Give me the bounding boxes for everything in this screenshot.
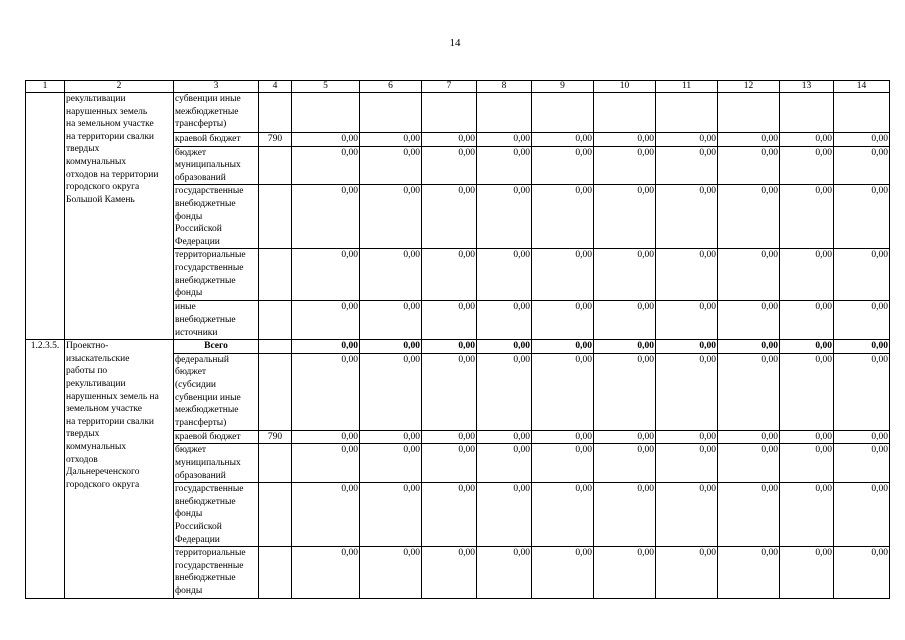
amount-cell <box>780 93 834 133</box>
column-header: 6 <box>360 81 422 93</box>
amount-cell: 0,00 <box>718 483 780 547</box>
amount-cell: 0,00 <box>477 301 532 340</box>
amount-cell: 0,00 <box>422 340 477 354</box>
amount-cell <box>656 93 718 133</box>
amount-cell: 0,00 <box>477 483 532 547</box>
funding-source: федеральный бюджет (субсидии субвенции иные межбюджетные трансферты) <box>174 353 259 430</box>
amount-cell <box>532 93 594 133</box>
amount-cell: 0,00 <box>656 146 718 185</box>
amount-cell: 0,00 <box>477 444 532 483</box>
amount-cell: 0,00 <box>718 249 780 301</box>
amount-cell: 0,00 <box>834 353 890 430</box>
amount-cell: 0,00 <box>292 444 360 483</box>
amount-cell: 0,00 <box>718 185 780 249</box>
amount-cell: 0,00 <box>780 483 834 547</box>
amount-cell: 0,00 <box>834 301 890 340</box>
amount-cell: 0,00 <box>718 340 780 354</box>
amount-cell: 0,00 <box>360 430 422 444</box>
budget-code <box>259 185 292 249</box>
amount-cell: 0,00 <box>477 146 532 185</box>
amount-cell: 0,00 <box>477 133 532 147</box>
amount-cell: 0,00 <box>718 444 780 483</box>
budget-code <box>259 483 292 547</box>
amount-cell: 0,00 <box>834 185 890 249</box>
budget-table <box>25 80 890 599</box>
funding-source: государственные внебюджетные фонды Российской Федерации <box>174 483 259 547</box>
amount-cell: 0,00 <box>656 133 718 147</box>
amount-cell: 0,00 <box>780 547 834 599</box>
column-header: 2 <box>65 81 174 93</box>
amount-cell: 0,00 <box>594 430 656 444</box>
budget-code <box>259 444 292 483</box>
amount-cell: 0,00 <box>780 249 834 301</box>
amount-cell: 0,00 <box>834 133 890 147</box>
amount-cell: 0,00 <box>594 146 656 185</box>
amount-cell: 0,00 <box>594 133 656 147</box>
amount-cell: 0,00 <box>532 146 594 185</box>
amount-cell <box>360 93 422 133</box>
column-header: 11 <box>656 81 718 93</box>
column-header: 9 <box>532 81 594 93</box>
amount-cell: 0,00 <box>292 301 360 340</box>
amount-cell: 0,00 <box>292 133 360 147</box>
amount-cell: 0,00 <box>360 340 422 354</box>
amount-cell <box>594 93 656 133</box>
column-header: 12 <box>718 81 780 93</box>
amount-cell: 0,00 <box>292 430 360 444</box>
column-header: 13 <box>780 81 834 93</box>
amount-cell <box>477 93 532 133</box>
amount-cell: 0,00 <box>422 430 477 444</box>
funding-source: краевой бюджет <box>174 430 259 444</box>
amount-cell: 0,00 <box>594 353 656 430</box>
budget-code <box>259 93 292 133</box>
amount-cell: 0,00 <box>360 249 422 301</box>
amount-cell: 0,00 <box>656 547 718 599</box>
budget-code: 790 <box>259 133 292 147</box>
amount-cell <box>834 93 890 133</box>
amount-cell: 0,00 <box>656 483 718 547</box>
amount-cell: 0,00 <box>532 444 594 483</box>
amount-cell: 0,00 <box>532 340 594 354</box>
amount-cell: 0,00 <box>477 249 532 301</box>
amount-cell: 0,00 <box>656 301 718 340</box>
amount-cell: 0,00 <box>834 249 890 301</box>
amount-cell: 0,00 <box>477 340 532 354</box>
amount-cell: 0,00 <box>594 483 656 547</box>
amount-cell: 0,00 <box>780 133 834 147</box>
amount-cell: 0,00 <box>834 547 890 599</box>
funding-source: бюджет муниципальных образований <box>174 444 259 483</box>
item-number <box>26 93 65 340</box>
amount-cell: 0,00 <box>422 547 477 599</box>
budget-code <box>259 547 292 599</box>
amount-cell: 0,00 <box>780 185 834 249</box>
budget-code <box>259 249 292 301</box>
funding-source: территориальные государственные внебюджетные фонды <box>174 547 259 599</box>
column-header: 4 <box>259 81 292 93</box>
amount-cell: 0,00 <box>718 430 780 444</box>
budget-code <box>259 353 292 430</box>
column-header: 1 <box>26 81 65 93</box>
amount-cell: 0,00 <box>477 185 532 249</box>
amount-cell: 0,00 <box>656 249 718 301</box>
amount-cell: 0,00 <box>594 547 656 599</box>
amount-cell: 0,00 <box>718 301 780 340</box>
amount-cell: 0,00 <box>422 483 477 547</box>
amount-cell: 0,00 <box>718 146 780 185</box>
amount-cell: 0,00 <box>292 483 360 547</box>
amount-cell: 0,00 <box>422 133 477 147</box>
amount-cell: 0,00 <box>292 146 360 185</box>
amount-cell: 0,00 <box>594 301 656 340</box>
amount-cell: 0,00 <box>292 249 360 301</box>
amount-cell: 0,00 <box>532 185 594 249</box>
column-header: 7 <box>422 81 477 93</box>
amount-cell: 0,00 <box>360 547 422 599</box>
budget-code <box>259 340 292 354</box>
amount-cell: 0,00 <box>532 483 594 547</box>
amount-cell: 0,00 <box>292 185 360 249</box>
amount-cell: 0,00 <box>656 430 718 444</box>
amount-cell: 0,00 <box>834 340 890 354</box>
amount-cell: 0,00 <box>292 353 360 430</box>
amount-cell: 0,00 <box>477 430 532 444</box>
amount-cell: 0,00 <box>780 430 834 444</box>
amount-cell: 0,00 <box>656 340 718 354</box>
amount-cell <box>292 93 360 133</box>
item-number: 1.2.3.5. <box>26 340 65 599</box>
amount-cell: 0,00 <box>656 185 718 249</box>
funding-source: иные внебюджетные источники <box>174 301 259 340</box>
funding-source: бюджет муниципальных образований <box>174 146 259 185</box>
amount-cell <box>422 93 477 133</box>
amount-cell: 0,00 <box>834 146 890 185</box>
funding-source: субвенции иные межбюджетные трансферты) <box>174 93 259 133</box>
amount-cell: 0,00 <box>718 133 780 147</box>
budget-code: 790 <box>259 430 292 444</box>
amount-cell: 0,00 <box>656 353 718 430</box>
amount-cell: 0,00 <box>780 444 834 483</box>
amount-cell: 0,00 <box>780 353 834 430</box>
column-header: 3 <box>174 81 259 93</box>
column-header: 10 <box>594 81 656 93</box>
item-name: Проектно- изыскательские работы по рекультивации нарушенных земель на земельном участке на территории свалки твердых коммунальных отходов Дальнереченского городского округа <box>65 340 174 599</box>
amount-cell: 0,00 <box>360 444 422 483</box>
amount-cell <box>718 93 780 133</box>
funding-source: государственные внебюджетные фонды Российской Федерации <box>174 185 259 249</box>
amount-cell: 0,00 <box>422 249 477 301</box>
column-header-row <box>26 81 890 93</box>
amount-cell: 0,00 <box>532 547 594 599</box>
amount-cell: 0,00 <box>422 444 477 483</box>
amount-cell: 0,00 <box>422 353 477 430</box>
item-name: рекультивации нарушенных земель на земельном участке на территории свалки твердых коммунальных отходов на территории городского округа Большой Камень <box>65 93 174 340</box>
amount-cell: 0,00 <box>594 444 656 483</box>
amount-cell: 0,00 <box>360 483 422 547</box>
amount-cell: 0,00 <box>360 353 422 430</box>
funding-source: территориальные государственные внебюджетные фонды <box>174 249 259 301</box>
amount-cell: 0,00 <box>834 430 890 444</box>
amount-cell: 0,00 <box>780 146 834 185</box>
amount-cell: 0,00 <box>422 301 477 340</box>
page-number: 14 <box>449 37 461 49</box>
budget-code <box>259 146 292 185</box>
amount-cell: 0,00 <box>718 547 780 599</box>
amount-cell: 0,00 <box>594 185 656 249</box>
funding-source: краевой бюджет <box>174 133 259 147</box>
amount-cell: 0,00 <box>834 444 890 483</box>
amount-cell: 0,00 <box>656 444 718 483</box>
amount-cell: 0,00 <box>360 146 422 185</box>
budget-code <box>259 301 292 340</box>
column-header: 14 <box>834 81 890 93</box>
amount-cell: 0,00 <box>292 340 360 354</box>
amount-cell: 0,00 <box>532 249 594 301</box>
amount-cell: 0,00 <box>780 340 834 354</box>
amount-cell: 0,00 <box>422 146 477 185</box>
amount-cell: 0,00 <box>594 340 656 354</box>
amount-cell: 0,00 <box>532 430 594 444</box>
amount-cell: 0,00 <box>718 353 780 430</box>
amount-cell: 0,00 <box>360 185 422 249</box>
column-header: 8 <box>477 81 532 93</box>
funding-source: Всего <box>174 340 259 354</box>
amount-cell: 0,00 <box>532 133 594 147</box>
amount-cell: 0,00 <box>532 353 594 430</box>
amount-cell: 0,00 <box>292 547 360 599</box>
amount-cell: 0,00 <box>594 249 656 301</box>
table-row <box>26 340 890 354</box>
amount-cell: 0,00 <box>532 301 594 340</box>
table-row <box>26 93 890 133</box>
amount-cell: 0,00 <box>360 301 422 340</box>
amount-cell: 0,00 <box>422 185 477 249</box>
amount-cell: 0,00 <box>477 547 532 599</box>
column-header: 5 <box>292 81 360 93</box>
amount-cell: 0,00 <box>477 353 532 430</box>
amount-cell: 0,00 <box>360 133 422 147</box>
amount-cell: 0,00 <box>780 301 834 340</box>
amount-cell: 0,00 <box>834 483 890 547</box>
